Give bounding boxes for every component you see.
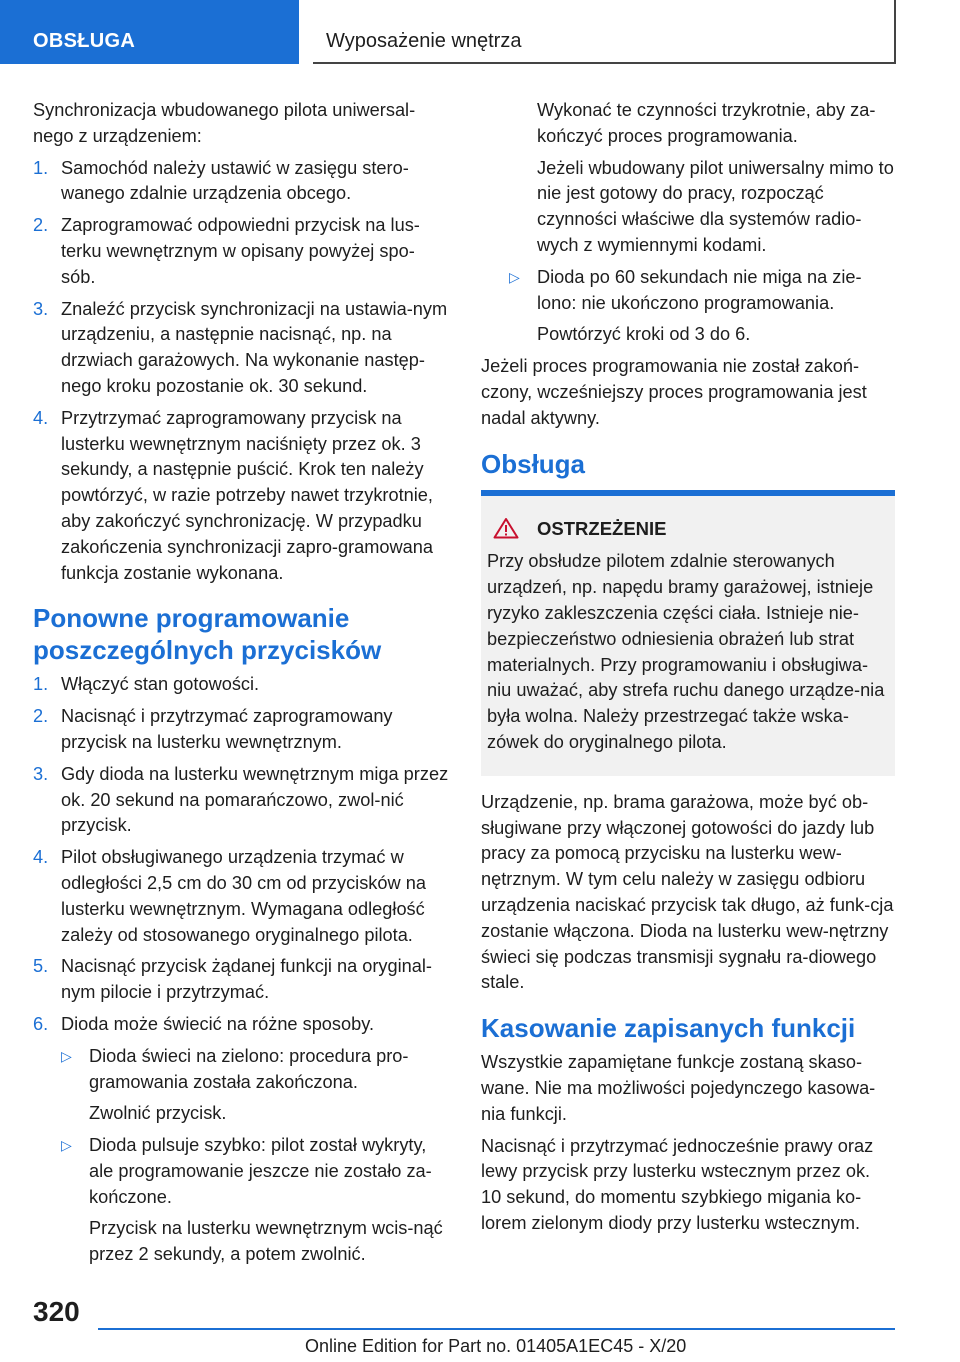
header-section-title: OBSŁUGA xyxy=(33,30,136,52)
section-heading-delete-functions: Kasowanie zapisanych funkcji xyxy=(481,1013,856,1044)
sub-list-note: Powtórzyć kroki od 3 do 6. xyxy=(537,324,751,345)
paragraph: Jeżeli proces programowania nie został zakoń-czony, wcześniejszy proces programowania jest nadal aktywny. xyxy=(481,356,867,428)
list-item xyxy=(33,762,449,839)
list-item xyxy=(33,406,449,587)
list-text: Nacisnąć i przytrzymać zaprogramowany przycisk na lusterku wewnętrznym. xyxy=(61,706,393,752)
list-text: Nacisnąć przycisk żądanej funkcji na oryginal-nym pilocie i przytrzymać. xyxy=(61,956,432,1003)
footer-edition-text: Online Edition for Part no. 01405A1EC45 - X/20 xyxy=(305,1336,687,1356)
list-number: 2. xyxy=(33,706,49,727)
header-chapter-box xyxy=(313,0,896,64)
list-number: 4. xyxy=(33,407,49,428)
sub-list-text: Dioda świeci na zielono: procedura pro-gramowania została zakończona. xyxy=(89,1045,409,1092)
triangle-bullet-icon: ▷ xyxy=(509,268,520,285)
paragraph: Wszystkie zapamiętane funkcje zostaną skaso-wane. Nie ma możliwości pojedynczego kasowa-nia funkcji. xyxy=(481,1052,876,1124)
list-number: 2. xyxy=(33,215,49,236)
sub-list-item xyxy=(509,265,895,317)
list-text: Znaleźć przycisk synchronizacji na ustawia-nym urządzeniu, a następnie nacisnąć, np. na drzwiach garażowych. Na wykonanie następ-nego kroku pozostanie ok. 30 sekund. xyxy=(61,298,448,396)
list-item xyxy=(33,704,449,756)
triangle-bullet-icon: ▷ xyxy=(61,1047,72,1064)
list-item xyxy=(33,845,449,948)
right-column xyxy=(481,98,895,1243)
list-text: Przytrzymać zaprogramowany przycisk na lusterku wewnętrznym naciśnięty przez ok. 3 sekundy, a następnie puścić. Krok ten należy powtórzyć, w razie potrzeby nawet trzykrotnie, aby zakończyć synchronizację. W przypadku zakończenia synchronizacji zapro-gramowana funkcja zostanie wykonana. xyxy=(61,407,434,583)
paragraph: Urządzenie, np. brama garażowa, może być ob-sługiwane przy włączonej gotowości do jazdy lub pracy za pomocą przycisku na lusterku wew-nętrznym. W tym celu należy w zasięgu odbioru urządzenia naciskać przycisk tak długo, aż funk-cja zostanie włączona. Dioda na lusterku wew-nętrzny świeci się podczas transmisji sygnału ra-diowego stale. xyxy=(481,791,894,993)
continuation-note: Wykonać te czynności trzykrotnie, aby za-kończyć proces programowania. xyxy=(537,100,876,146)
left-column xyxy=(33,98,449,1274)
intro-paragraph: Synchronizacja wbudowanego pilota uniwersal-nego z urządzeniem: xyxy=(33,100,416,146)
header-section-tab xyxy=(0,0,299,64)
list-item xyxy=(33,297,449,400)
page-number: 320 xyxy=(33,1296,80,1327)
sub-list-note: Przycisk na lusterku wewnętrznym wcis-nąć przez 2 sekundy, a potem zwolnić. xyxy=(89,1218,443,1265)
paragraph: Nacisnąć i przytrzymać jednocześnie prawy oraz lewy przycisk przy lusterku wstecznym przez ok. 10 sekund, do momentu szybkiego migania ko-lorem zielonym diody przy lusterku wstecznym. xyxy=(481,1135,874,1233)
sub-list-text: Dioda po 60 sekundach nie miga na zie-lono: nie ukończono programowania. xyxy=(537,266,862,313)
list-text: Dioda może świecić na różne sposoby. xyxy=(61,1013,375,1034)
warning-triangle-icon xyxy=(493,517,519,539)
list-number: 4. xyxy=(33,847,49,868)
section-heading-reprogramming: Ponowne programowanie poszczególnych przycisków xyxy=(33,603,382,666)
sub-list-text: Dioda pulsuje szybko: pilot został wykryty, ale programowanie jeszcze nie zostało za-kończone. xyxy=(89,1135,432,1207)
triangle-bullet-icon: ▷ xyxy=(61,1137,72,1154)
section-heading-operation: Obsługa xyxy=(481,448,586,479)
list-number: 3. xyxy=(33,763,49,784)
list-number: 5. xyxy=(33,956,49,977)
header-chapter-title: Wyposażenie wnętrza xyxy=(326,30,522,52)
warning-box xyxy=(481,496,895,776)
list-number: 3. xyxy=(33,298,49,319)
list-item xyxy=(33,672,449,698)
list-item xyxy=(33,954,449,1006)
list-text: Samochód należy ustawić w zasięgu stero-wanego zdalnie urządzenia obcego. xyxy=(61,157,409,204)
sub-list-note: Zwolnić przycisk. xyxy=(89,1103,227,1124)
sub-list-item xyxy=(61,1044,449,1096)
warning-title: OSTRZEŻENIE xyxy=(537,517,667,539)
list-item xyxy=(33,1012,449,1038)
list-item xyxy=(33,156,449,208)
warning-title-row xyxy=(487,516,887,542)
list-number: 1. xyxy=(33,157,49,178)
sub-list-item xyxy=(61,1133,449,1210)
list-text: Pilot obsługiwanego urządzenia trzymać w odległości 2,5 cm do 30 cm od przycisków na lusterku wewnętrznym. Wymagana odległość zależy od stosowanego oryginalnego pilota. xyxy=(61,847,426,945)
warning-text: Przy obsłudze pilotem zdalnie sterowanych urządzeń, np. napędu bramy garażowej, istnieje ryzyko zakleszczenia części ciała. Istnieje nie-bezpieczeństwo odniesienia obrażeń lub strat materialnych. Przy programowaniu i obsługiwa-niu uważać, aby strefa ruchu danego urządze-nia była wolna. Należy przestrzegać także wska-zówek do oryginalnego pilota. xyxy=(487,551,885,752)
continuation-note: Jeżeli wbudowany pilot uniwersalny mimo to nie jest gotowy do pracy, rozpocząć czynności właściwe dla systemów radio-wych z wymiennymi kodami. xyxy=(537,157,894,255)
list-text: Włączyć stan gotowości. xyxy=(61,674,260,695)
list-text: Gdy dioda na lusterku wewnętrznym miga przez ok. 20 sekund na pomarańczowo, zwol-nić przycisk. xyxy=(61,763,449,836)
list-text: Zaprogramować odpowiedni przycisk na lus-terku wewnętrznym w opisany powyżej spo-sób. xyxy=(61,215,420,287)
list-number: 1. xyxy=(33,674,49,695)
footer-divider xyxy=(98,1328,895,1330)
list-item xyxy=(33,213,449,290)
list-number: 6. xyxy=(33,1013,49,1034)
